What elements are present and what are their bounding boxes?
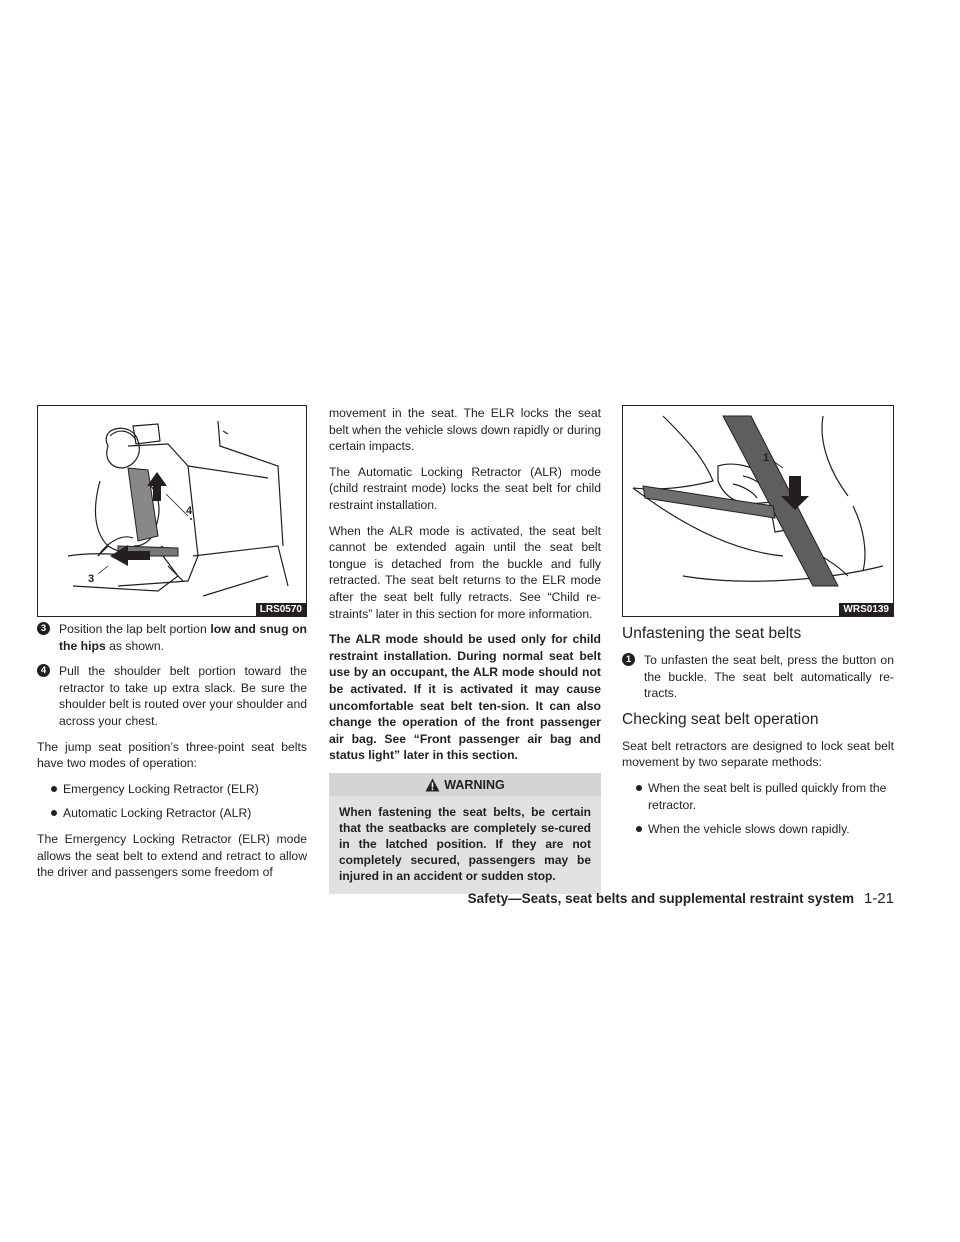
step-3-bold: low and snug on the hips [59,622,307,653]
warning-box [329,773,601,895]
methods-list [622,780,894,838]
list-item [37,781,307,798]
step-4-text: Pull the shoulder belt portion toward the retractor to take up extra slack. Be sure the shoulder belt is routed over your shoulder and across your chest. [59,664,307,728]
step-number-1: 1 [622,653,635,666]
lap-belt-illustration [38,406,308,616]
figure-lap-belt [37,405,307,617]
section-title: Safety—Seats, seat belts and supplemental restraint system [467,891,854,906]
list-item-text: Automatic Locking Retractor (ALR) [63,806,252,821]
figure-unfasten [622,405,894,617]
step-1-text: To unfasten the seat belt, press the button on the buckle. The seat belt automatically re-tracts. [644,653,894,701]
warning-body: When fastening the seat belts, be certain that the seatbacks are completely se-cured in the latched position. If they are not completely secured, passengers may be injured in an accident or sudden stop. [339,805,591,884]
callout-3: 3 [88,573,95,585]
heading-unfastening: Unfastening the seat belts [622,625,802,642]
step-number-3: 3 [37,622,50,635]
modes-list [37,781,307,822]
column-2 [329,405,601,894]
step-1 [622,652,894,702]
paragraph-retractors: Seat belt retractors are designed to lock seat belt movement by two separate methods: [622,738,894,770]
step-4 [37,663,307,729]
step-number-4: 4 [37,664,50,677]
warning-title: WARNING [444,777,505,792]
list-item-text: When the vehicle slows down rapidly. [648,822,850,837]
list-item [622,821,894,838]
step-3 [37,621,307,654]
step-3-text: Position the lap belt portion [59,622,211,636]
callout-1: 1 [763,452,770,464]
heading-checking: Checking seat belt operation [622,710,819,728]
paragraph-modes-intro: The jump seat position’s three-point seat belts have two modes of operation: [37,739,307,771]
figure-code: LRS0570 [256,603,306,616]
warning-header [329,773,601,797]
paragraph-alr: The Automatic Locking Retractor (ALR) mode (child restraint mode) locks the seat belt for child restraint installation. [329,464,601,512]
bullet-icon [636,826,642,832]
paragraph-alr-warning: The ALR mode should be used only for child restraint installation. During normal seat belt use by an occupant, the ALR mode should not be activated. If it is activated it may cause uncomfortable seat belt ten-sion. It can also change the operation of the front passenger air bag. See “Front passenger air bag and status light” later in this section. [329,632,601,763]
unfasten-illustration [623,406,895,616]
page-footer [468,890,894,907]
paragraph-elr: The Emergency Locking Retractor (ELR) mode allows the seat belt to extend and retract to allow the driver and passengers some freedom of [37,831,307,880]
column-3 [622,405,894,847]
list-item [37,805,307,822]
warning-icon [425,778,440,792]
figure-code: WRS0139 [839,603,893,616]
paragraph-alr-activated: When the ALR mode is activated, the seat belt cannot be extended again until the seat belt tongue is detached from the buckle and fully retracted. The seat belt returns to the ELR mode after the seat belt fully retracts. See “Child re-straints” later in this section for more information. [329,523,601,621]
bullet-icon [636,785,642,791]
page-number: 1-21 [863,890,894,907]
paragraph-elr-cont: movement in the seat. The ELR locks the seat belt when the vehicle slows down rapidly or during certain impacts. [329,406,601,454]
list-item-text: When the seat belt is pulled quickly from the retractor. [648,780,887,812]
list-item [622,780,894,813]
step-3-tail: as shown. [105,638,164,653]
column-1 [37,405,307,890]
bullet-icon [51,810,57,816]
callout-4: 4 [186,505,193,517]
bullet-icon [51,786,57,792]
list-item-text: Emergency Locking Retractor (ELR) [63,781,259,796]
